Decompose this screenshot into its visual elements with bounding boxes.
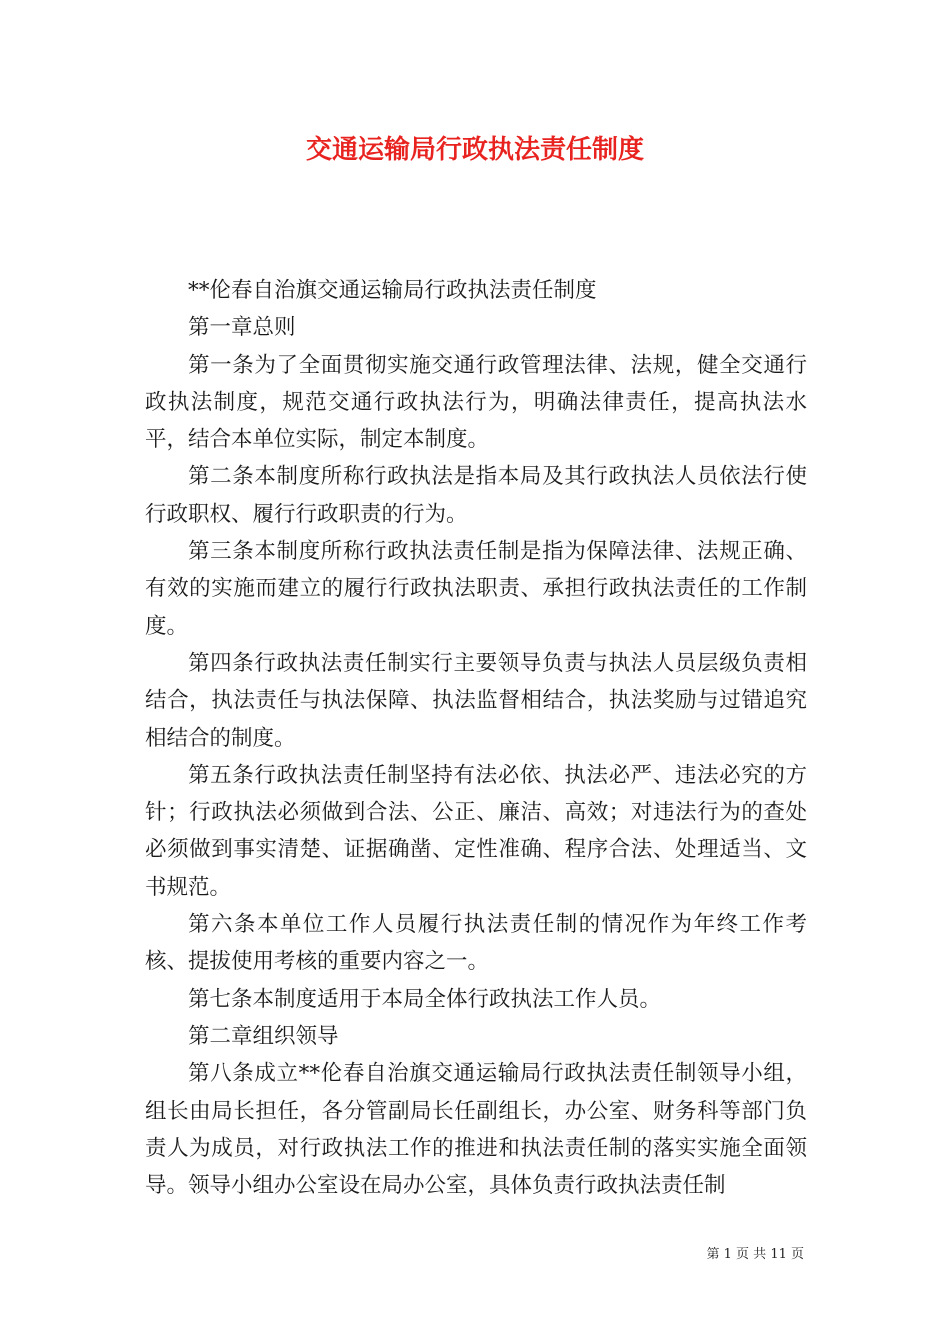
paragraph: 第一条为了全面贯彻实施交通行政管理法律、法规，健全交通行政执法制度，规范交通行政执法行为，明确法律责任，提高执法水平，结合本单位实际，制定本制度。 xyxy=(145,352,807,453)
paragraph: **伦春自治旗交通运输局行政执法责任制度 xyxy=(188,278,597,303)
paragraph: 第七条本制度适用于本局全体行政执法工作人员。 xyxy=(188,986,662,1012)
chapter-heading: 第二章组织领导 xyxy=(188,1023,339,1049)
document-body xyxy=(145,272,807,1204)
paragraph: 第八条成立**伦春自治旗交通运输局行政执法责任制领导小组，组长由局长担任，各分管副局长任副组长，办公室、财务科等部门负责人为成员，对行政执法工作的推进和执法责任制的落实实施全面领导。领导小组办公室设在局办公室，具体负责行政执法责任制 xyxy=(145,1061,807,1199)
paragraph: 第三条本制度所称行政执法责任制是指为保障法律、法规正确、有效的实施而建立的履行行政执法职责、承担行政执法责任的工作制度。 xyxy=(145,539,807,639)
paragraph: 第二条本制度所称行政执法是指本局及其行政执法人员依法行使行政职权、履行行政职责的行为。 xyxy=(145,464,807,527)
document-title: 交通运输局行政执法责任制度 xyxy=(305,135,644,165)
paragraph: 第四条行政执法责任制实行主要领导负责与执法人员层级负责相结合，执法责任与执法保障、执法监督相结合，执法奖励与过错追究相结合的制度。 xyxy=(145,650,807,751)
paragraph: 第六条本单位工作人员履行执法责任制的情况作为年终工作考核、提拔使用考核的重要内容之一。 xyxy=(145,912,807,975)
paragraph: 第五条行政执法责任制坚持有法必依、执法必严、违法必究的方针；行政执法必须做到合法、公正、廉洁、高效；对违法行为的查处必须做到事实清楚、证据确凿、定性准确、程序合法、处理适当、文书规范。 xyxy=(145,762,807,900)
chapter-heading: 第一章总则 xyxy=(188,315,296,341)
page-number: 第 1 页 共 11 页 xyxy=(706,1247,804,1262)
